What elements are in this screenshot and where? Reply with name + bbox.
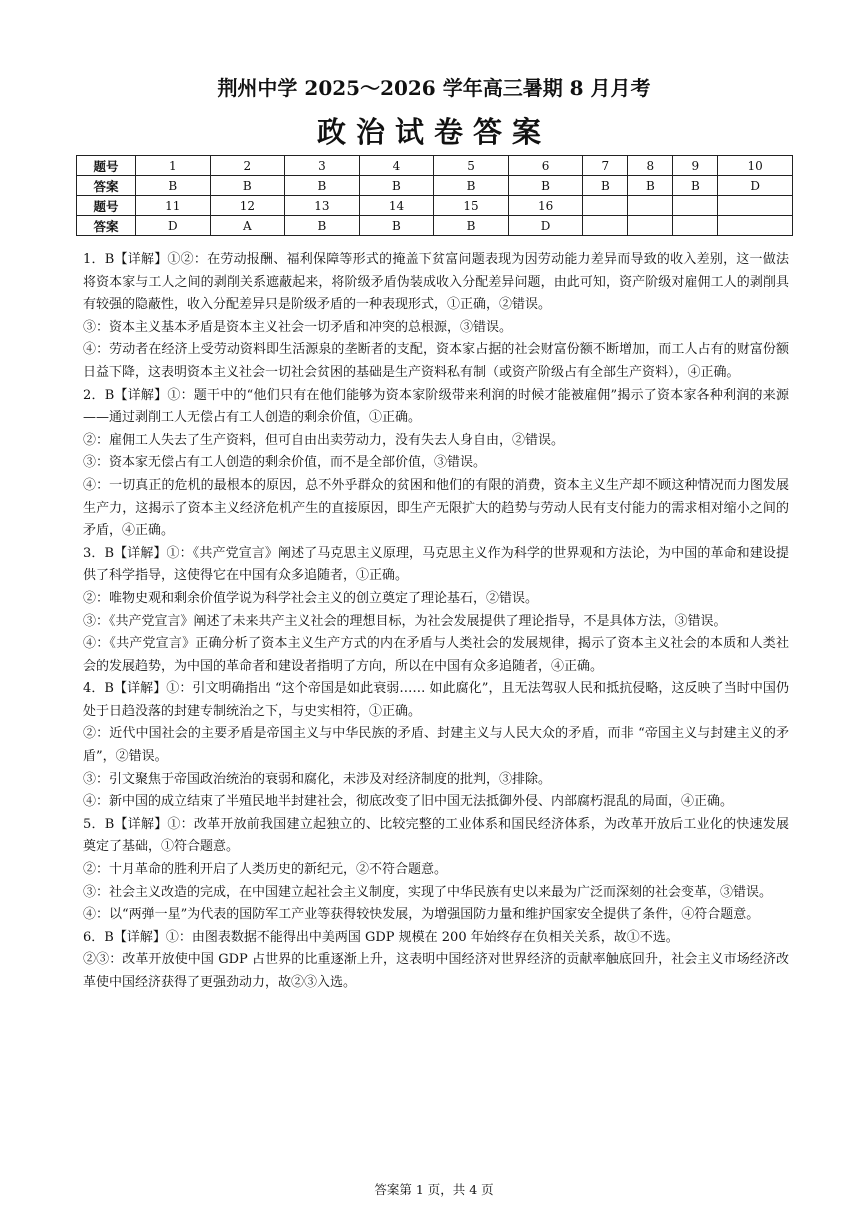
answer-cell: B — [508, 176, 583, 196]
answer-cell: D — [718, 176, 793, 196]
question-number-cell: 8 — [628, 156, 673, 176]
row-label-number: 题号 — [77, 196, 136, 216]
exam-subtitle: 政治试卷答案 — [316, 115, 551, 149]
explanation-body — [83, 249, 789, 995]
explanation-paragraph: ④：以“两弹一星”为代表的国防军工产业等获得较快发展，为增强国防力量和维护国家安全提供了条件，④符合题意。 — [83, 907, 760, 923]
question-number-cell: 3 — [285, 156, 360, 176]
answer-cell: B — [285, 176, 360, 196]
answer-cell: B — [673, 176, 718, 196]
question-number-cell: 12 — [210, 196, 285, 216]
explanation-paragraph: ③：资本主义基本矛盾是资本主义社会一切矛盾和冲突的总根源，③错误。 — [83, 319, 513, 335]
exam-title: 荆州中学 2025～2026 学年高三暑期 8 月月考 — [217, 76, 651, 100]
question-number-cell: 1 — [136, 156, 211, 176]
explanation-paragraph: ③：资本家无偿占有工人创造的剩余价值，而不是全部价值，③错误。 — [83, 455, 487, 471]
answer-cell: B — [434, 176, 509, 196]
explanation-paragraph: ③：引文聚焦于帝国政治统治的衰弱和腐化，未涉及对经济制度的批判，③排除。 — [83, 771, 552, 787]
answer-cell — [718, 216, 793, 236]
question-number-cell: 14 — [359, 196, 434, 216]
explanation-paragraph: ④：新中国的成立结束了半殖民地半封建社会，彻底改变了旧中国无法抵御外侵、内部腐朽混乱的局面，④正确。 — [83, 794, 734, 810]
question-number-row — [77, 156, 793, 176]
answer-cell — [673, 216, 718, 236]
question-number-cell: 5 — [434, 156, 509, 176]
explanation-paragraph: 6．B【详解】①：由图表数据不能得出中美两国 GDP 规模在 200 年始终存在负相关关系，故①不选。 — [83, 929, 679, 945]
explanation-paragraph: ③：社会主义改造的完成，在中国建立起社会主义制度，实现了中华民族有史以来最为广泛而深刻的社会变革，③错误。 — [83, 884, 773, 900]
question-number-cell: 9 — [673, 156, 718, 176]
answer-cell — [583, 216, 628, 236]
question-number-cell: 13 — [285, 196, 360, 216]
question-number-cell — [628, 196, 673, 216]
explanation-paragraph: ②：雇佣工人失去了生产资料，但可自由出卖劳动力，没有失去人身自由，②错误。 — [83, 432, 565, 448]
explanation-paragraph: 5．B【详解】①：改革开放前我国建立起独立的、比较完整的工业体系和国民经济体系，为改革开放后工业化的快速发展奠定了基础，①符合题意。 — [83, 816, 789, 855]
answer-cell: B — [434, 216, 509, 236]
page-footer: 答案第 1 页，共 4 页 — [374, 1182, 494, 1197]
question-number-cell — [583, 196, 628, 216]
answer-cell: D — [508, 216, 583, 236]
answer-cell: B — [210, 176, 285, 196]
row-label-number: 题号 — [77, 156, 136, 176]
explanation-paragraph: ②：唯物史观和剩余价值学说为科学社会主义的创立奠定了理论基石，②错误。 — [83, 590, 539, 606]
answer-cell: B — [359, 216, 434, 236]
answer-cell: B — [136, 176, 211, 196]
explanation-paragraph: 1．B【详解】①②：在劳动报酬、福利保障等形式的掩盖下贫富问题表现为因劳动能力差异而导致的收入差别，这一做法将资本家与工人之间的剥削关系遮蔽起来，将阶级矛盾伪装成收入分配差异问题，由此可知，资产阶级对雇佣工人的剥削具有较强的隐蔽性，收入分配差异只是阶级矛盾的一种表现形式，①正确，②错误。 — [83, 252, 789, 313]
answer-cell: B — [359, 176, 434, 196]
answer-cell: B — [285, 216, 360, 236]
question-number-cell: 15 — [434, 196, 509, 216]
answer-cell: D — [136, 216, 211, 236]
question-number-row — [77, 196, 793, 216]
explanation-paragraph: ④：一切真正的危机的最根本的原因，总不外乎群众的贫困和他们的有限的消费，资本主义生产却不顾这种情况而力图发展生产力，这揭示了资本主义经济危机产生的直接原因，即生产无限扩大的趋势与劳动人民有支付能力的需求相对缩小之间的矛盾，④正确。 — [83, 477, 789, 539]
question-number-cell: 6 — [508, 156, 583, 176]
explanation-paragraph: ③：《共产党宣言》阐述了未来共产主义社会的理想目标，为社会发展提供了理论指导，不是具体方法，③错误。 — [83, 613, 727, 629]
answer-row — [77, 216, 793, 236]
question-number-cell: 10 — [718, 156, 793, 176]
explanation-paragraph: 2．B【详解】①：题干中的“他们只有在他们能够为资本家阶级带来利润的时候才能被雇佣”揭示了资本家各种利润的来源——通过剥削工人无偿占有工人创造的剩余价值，①正确。 — [83, 387, 789, 426]
explanation-paragraph: ④：劳动者在经济上受劳动资料即生活源泉的垄断者的支配，资本家占据的社会财富份额不断增加，而工人占有的财富份额日益下降，这表明资本主义社会一切社会贫困的基础是生产资料私有制（或资产阶级占有全部生产资料），④正确。 — [83, 342, 789, 380]
explanation-paragraph: ②③：改革开放使中国 GDP 占世界的比重逐渐上升，这表明中国经济对世界经济的贡献率触底回升，社会主义市场经济改革使中国经济获得了更强劲动力，故②③入选。 — [83, 952, 789, 990]
explanation-paragraph: 3．B【详解】①：《共产党宣言》阐述了马克思主义原理，马克思主义作为科学的世界观和方法论，为中国的革命和建设提供了科学指导，这使得它在中国有众多追随者，①正确。 — [83, 545, 789, 584]
explanation-paragraph: ②：十月革命的胜利开启了人类历史的新纪元，②不符合题意。 — [83, 862, 448, 878]
question-number-cell — [718, 196, 793, 216]
answer-row — [77, 176, 793, 196]
row-label-answer: 答案 — [77, 176, 136, 196]
question-number-cell: 4 — [359, 156, 434, 176]
explanation-paragraph: 4．B【详解】①：引文明确指出 “这个帝国是如此衰弱…… 如此腐化”，且无法驾驭人民和抵抗侵略，这反映了当时中国仍处于日趋没落的封建专制统治之下，与史实相符，①正确。 — [83, 681, 789, 719]
question-number-cell: 11 — [136, 196, 211, 216]
row-label-answer: 答案 — [77, 216, 136, 236]
answer-table — [76, 155, 793, 236]
explanation-paragraph: ②：近代中国社会的主要矛盾是帝国主义与中华民族的矛盾、封建主义与人民大众的矛盾，而非 “帝国主义与封建主义的矛盾”，②错误。 — [83, 726, 789, 765]
answer-cell: B — [628, 176, 673, 196]
answer-cell: B — [583, 176, 628, 196]
question-number-cell — [673, 196, 718, 216]
explanation-paragraph: ④：《共产党宣言》正确分析了资本主义生产方式的内在矛盾与人类社会的发展规律，揭示了资本主义社会的本质和人类社会的发展趋势，为中国的革命者和建设者指明了方向，所以在中国有众多追随者，④正确。 — [83, 636, 789, 674]
answer-cell — [628, 216, 673, 236]
question-number-cell: 2 — [210, 156, 285, 176]
question-number-cell: 16 — [508, 196, 583, 216]
question-number-cell: 7 — [583, 156, 628, 176]
answer-cell: A — [210, 216, 285, 236]
